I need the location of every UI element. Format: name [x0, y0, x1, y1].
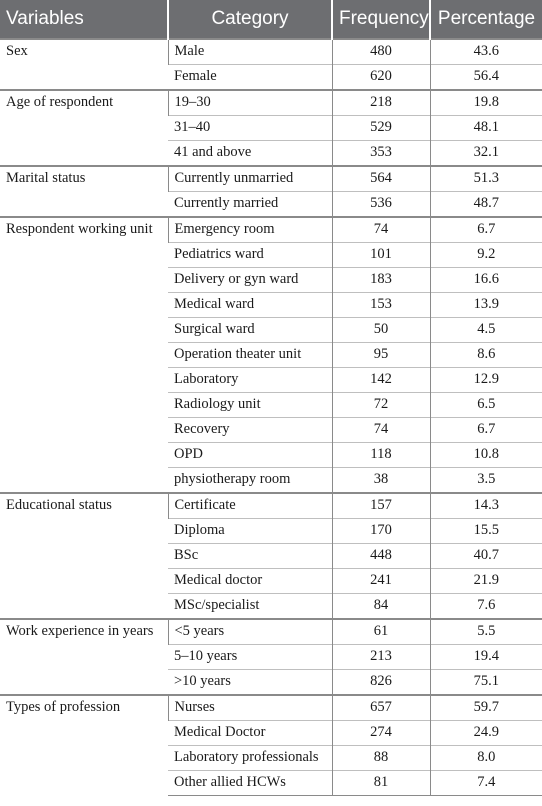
- frequency-cell: 84: [332, 594, 430, 620]
- percentage-cell: 59.7: [430, 695, 542, 721]
- frequency-cell: 153: [332, 293, 430, 318]
- frequency-cell: 448: [332, 544, 430, 569]
- percentage-cell: 14.3: [430, 493, 542, 519]
- table-row: [0, 90, 542, 116]
- category-cell: Laboratory professionals: [168, 746, 332, 771]
- frequency-cell: 118: [332, 443, 430, 468]
- category-cell: Emergency room: [168, 217, 332, 243]
- percentage-cell: 48.1: [430, 116, 542, 141]
- percentage-cell: 13.9: [430, 293, 542, 318]
- percentage-cell: 7.4: [430, 771, 542, 796]
- frequency-cell: 157: [332, 493, 430, 519]
- header-frequency: Frequency: [332, 0, 430, 39]
- frequency-cell: 72: [332, 393, 430, 418]
- percentage-cell: 21.9: [430, 569, 542, 594]
- frequency-cell: 74: [332, 217, 430, 243]
- percentage-cell: 16.6: [430, 268, 542, 293]
- frequency-cell: 657: [332, 695, 430, 721]
- percentage-cell: 19.8: [430, 90, 542, 116]
- percentage-cell: 48.7: [430, 192, 542, 218]
- category-cell: Female: [168, 65, 332, 91]
- header-category: Category: [168, 0, 332, 39]
- table-row: [0, 619, 542, 645]
- frequency-cell: 826: [332, 670, 430, 696]
- percentage-cell: 40.7: [430, 544, 542, 569]
- frequency-cell: 142: [332, 368, 430, 393]
- variable-cell: Respondent working unit: [0, 217, 168, 493]
- frequency-cell: 170: [332, 519, 430, 544]
- category-cell: 41 and above: [168, 141, 332, 167]
- frequency-cell: 241: [332, 569, 430, 594]
- category-cell: Medical doctor: [168, 569, 332, 594]
- percentage-cell: 51.3: [430, 166, 542, 192]
- category-cell: 19–30: [168, 90, 332, 116]
- header-percentage: Percentage: [430, 0, 542, 39]
- variable-cell: Sex: [0, 39, 168, 90]
- frequency-cell: 274: [332, 721, 430, 746]
- header-row: [0, 0, 542, 39]
- frequency-cell: 353: [332, 141, 430, 167]
- frequency-cell: 536: [332, 192, 430, 218]
- table-row: [0, 39, 542, 65]
- category-cell: Laboratory: [168, 368, 332, 393]
- frequency-cell: 74: [332, 418, 430, 443]
- category-cell: Certificate: [168, 493, 332, 519]
- frequency-cell: 95: [332, 343, 430, 368]
- table-row: [0, 493, 542, 519]
- frequency-cell: 213: [332, 645, 430, 670]
- frequency-cell: 564: [332, 166, 430, 192]
- category-cell: Delivery or gyn ward: [168, 268, 332, 293]
- percentage-cell: 24.9: [430, 721, 542, 746]
- variable-cell: Educational status: [0, 493, 168, 619]
- percentage-cell: 7.6: [430, 594, 542, 620]
- frequency-cell: 183: [332, 268, 430, 293]
- category-cell: Medical Doctor: [168, 721, 332, 746]
- category-cell: Other allied HCWs: [168, 771, 332, 796]
- category-cell: Medical ward: [168, 293, 332, 318]
- table-row: [0, 217, 542, 243]
- category-cell: Pediatrics ward: [168, 243, 332, 268]
- category-cell: Surgical ward: [168, 318, 332, 343]
- frequency-cell: 218: [332, 90, 430, 116]
- category-cell: >10 years: [168, 670, 332, 696]
- frequency-cell: 529: [332, 116, 430, 141]
- percentage-cell: 15.5: [430, 519, 542, 544]
- category-cell: physiotherapy room: [168, 468, 332, 494]
- category-cell: 5–10 years: [168, 645, 332, 670]
- percentage-cell: 6.7: [430, 418, 542, 443]
- percentage-cell: 8.6: [430, 343, 542, 368]
- percentage-cell: 6.7: [430, 217, 542, 243]
- table-body: [0, 39, 542, 796]
- percentage-cell: 8.0: [430, 746, 542, 771]
- percentage-cell: 43.6: [430, 39, 542, 65]
- percentage-cell: 12.9: [430, 368, 542, 393]
- category-cell: Currently married: [168, 192, 332, 218]
- category-cell: <5 years: [168, 619, 332, 645]
- frequency-cell: 81: [332, 771, 430, 796]
- percentage-cell: 9.2: [430, 243, 542, 268]
- percentage-cell: 4.5: [430, 318, 542, 343]
- category-cell: Currently unmarried: [168, 166, 332, 192]
- category-cell: 31–40: [168, 116, 332, 141]
- header-variables: Variables: [0, 0, 168, 39]
- table-row: [0, 695, 542, 721]
- table-row: [0, 166, 542, 192]
- frequency-cell: 620: [332, 65, 430, 91]
- percentage-cell: 10.8: [430, 443, 542, 468]
- percentage-cell: 19.4: [430, 645, 542, 670]
- percentage-cell: 6.5: [430, 393, 542, 418]
- variable-cell: Work experience in years: [0, 619, 168, 695]
- category-cell: OPD: [168, 443, 332, 468]
- percentage-cell: 5.5: [430, 619, 542, 645]
- category-cell: Recovery: [168, 418, 332, 443]
- frequency-cell: 38: [332, 468, 430, 494]
- category-cell: Radiology unit: [168, 393, 332, 418]
- category-cell: MSc/specialist: [168, 594, 332, 620]
- variable-cell: Age of respondent: [0, 90, 168, 166]
- frequency-cell: 88: [332, 746, 430, 771]
- frequency-cell: 480: [332, 39, 430, 65]
- category-cell: Diploma: [168, 519, 332, 544]
- variable-cell: Types of profession: [0, 695, 168, 796]
- percentage-cell: 56.4: [430, 65, 542, 91]
- percentage-cell: 32.1: [430, 141, 542, 167]
- category-cell: Nurses: [168, 695, 332, 721]
- category-cell: Male: [168, 39, 332, 65]
- frequency-cell: 50: [332, 318, 430, 343]
- frequency-cell: 101: [332, 243, 430, 268]
- percentage-cell: 75.1: [430, 670, 542, 696]
- category-cell: BSc: [168, 544, 332, 569]
- variable-cell: Marital status: [0, 166, 168, 217]
- category-cell: Operation theater unit: [168, 343, 332, 368]
- frequency-cell: 61: [332, 619, 430, 645]
- percentage-cell: 3.5: [430, 468, 542, 494]
